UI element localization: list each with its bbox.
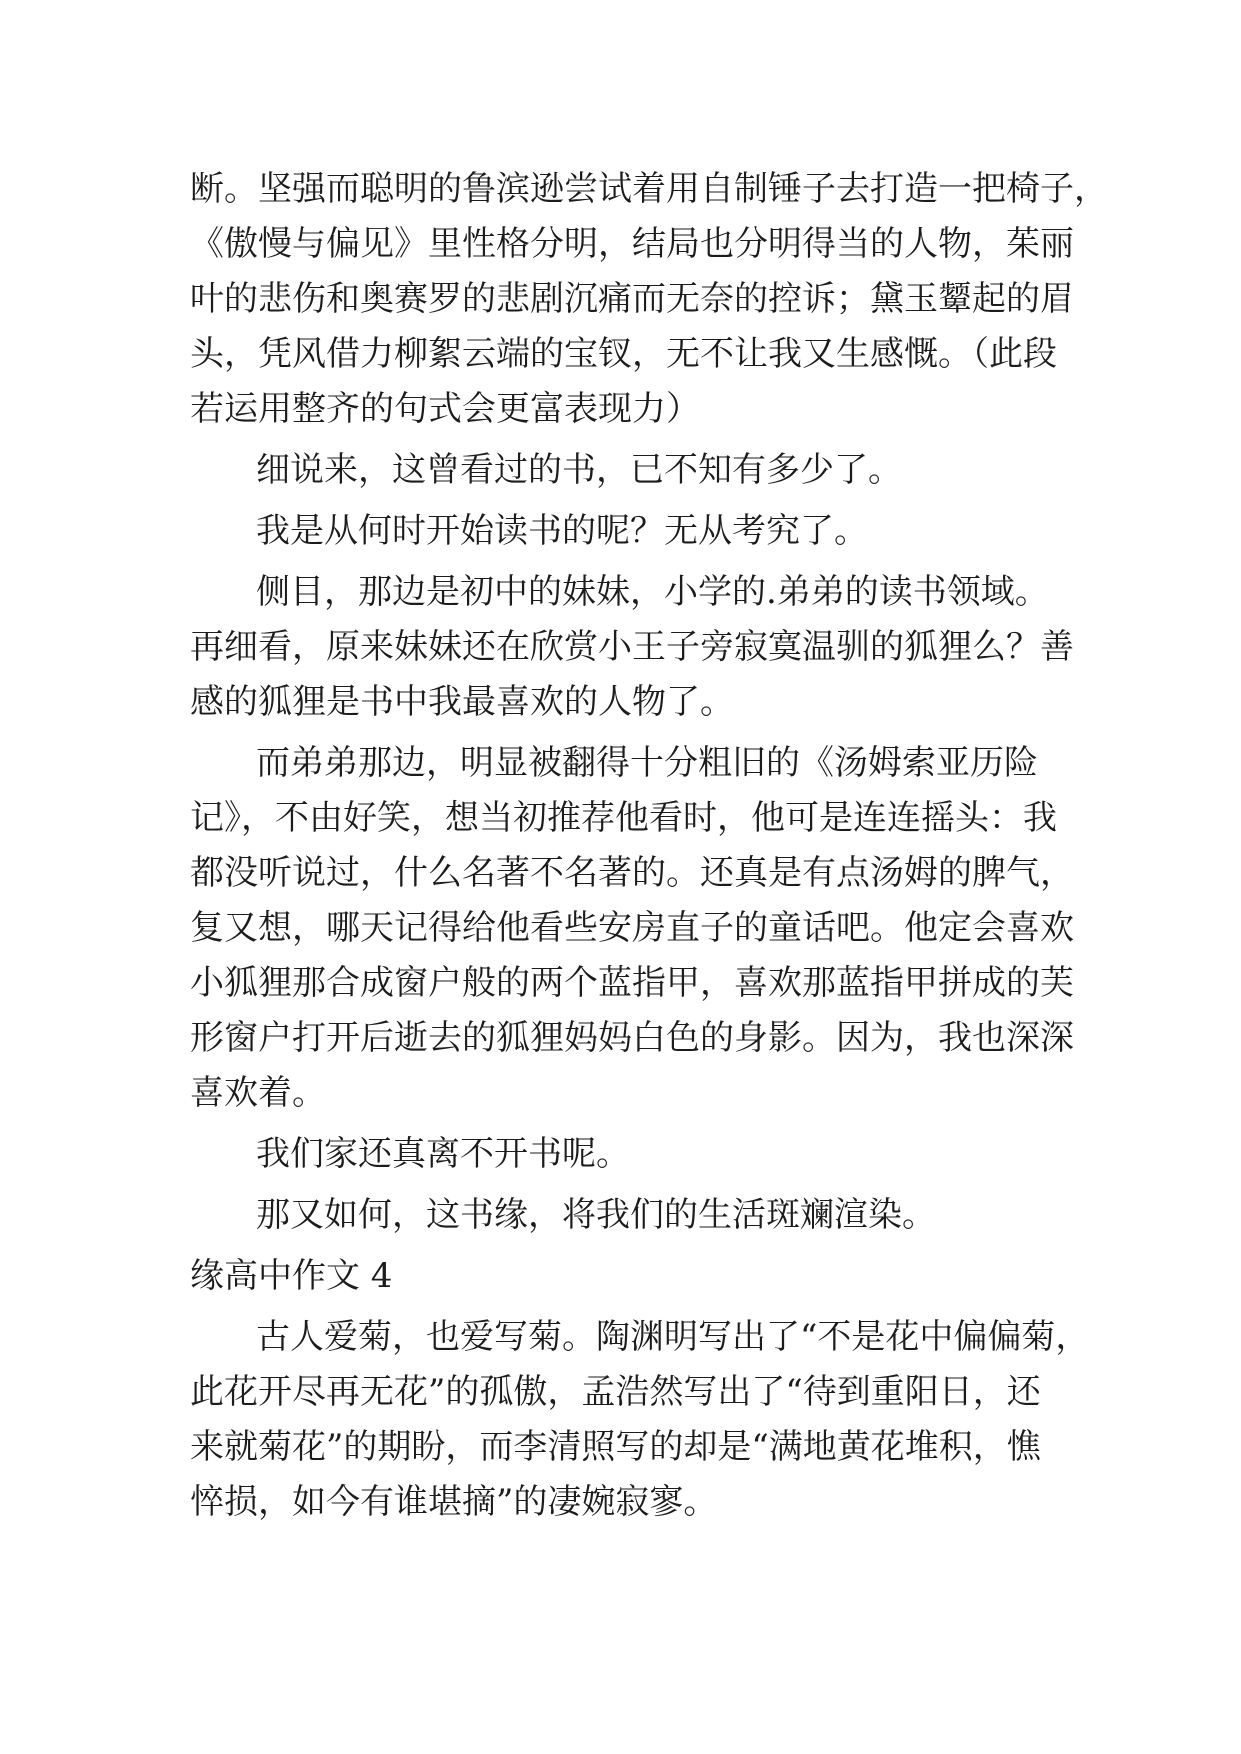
text-line: 此花开尽再无花”的孤傲，孟浩然写出了“待到重阳日，还 xyxy=(190,1372,1041,1412)
paragraph-first-line: 而弟弟那边，明显被翻得十分粗旧的《汤姆索亚历险 xyxy=(256,743,1038,783)
text-line: 都没听说过，什么名著不名著的。还真是有点汤姆的脾气， xyxy=(190,853,1074,893)
paragraph-first-line: 侧目，那边是初中的妹妹，小学的.弟弟的读书领域。 xyxy=(256,572,1049,612)
paragraph-first-line: 细说来，这曾看过的书，已不知有多少了。 xyxy=(256,450,902,490)
text-line: 来就菊花”的期盼，而李清照写的却是“满地黄花堆积，憔 xyxy=(190,1427,1041,1467)
paragraph-first-line: 那又如何，这书缘，将我们的生活斑斓渲染。 xyxy=(256,1195,936,1235)
text-line: 感的狐狸是书中我最喜欢的人物了。 xyxy=(190,682,734,722)
text-line: 形窗户打开后逝去的狐狸妈妈白色的身影。因为，我也深深 xyxy=(190,1018,1074,1058)
text-line: 再细看，原来妹妹还在欣赏小王子旁寂寞温驯的狐狸么？善 xyxy=(190,627,1074,667)
text-line: 若运用整齐的句式会更富表现力） xyxy=(190,389,700,429)
text-line: 悴损，如今有谁堪摘”的凄婉寂寥。 xyxy=(190,1482,718,1522)
text-line: 小狐狸那合成窗户般的两个蓝指甲，喜欢那蓝指甲拼成的芙 xyxy=(190,963,1074,1003)
text-line: 断。坚强而聪明的鲁滨逊尝试着用自制锤子去打造一把椅子， xyxy=(190,169,1108,209)
paragraph-first-line: 我是从何时开始读书的呢？无从考究了。 xyxy=(256,511,868,551)
text-line: 《傲慢与偏见》里性格分明，结局也分明得当的人物，茱丽 xyxy=(190,224,1074,264)
text-line: 复又想，哪天记得给他看些安房直子的童话吧。他定会喜欢 xyxy=(190,908,1074,948)
text-line: 喜欢着。 xyxy=(190,1073,326,1113)
paragraph-first-line: 古人爱菊，也爱写菊。陶渊明写出了“不是花中偏偏菊， xyxy=(256,1317,1090,1357)
section-heading: 缘高中作文 4 xyxy=(190,1256,393,1296)
paragraph-first-line: 我们家还真离不开书呢。 xyxy=(256,1134,630,1174)
text-line: 头，凭风借力柳絮云端的宝钗，无不让我又生感慨。（此段 xyxy=(190,334,1057,374)
text-line: 记》，不由好笑，想当初推荐他看时，他可是连连摇头：我 xyxy=(190,798,1057,838)
text-line: 叶的悲伤和奥赛罗的悲剧沉痛而无奈的控诉；黛玉颦起的眉 xyxy=(190,279,1074,319)
